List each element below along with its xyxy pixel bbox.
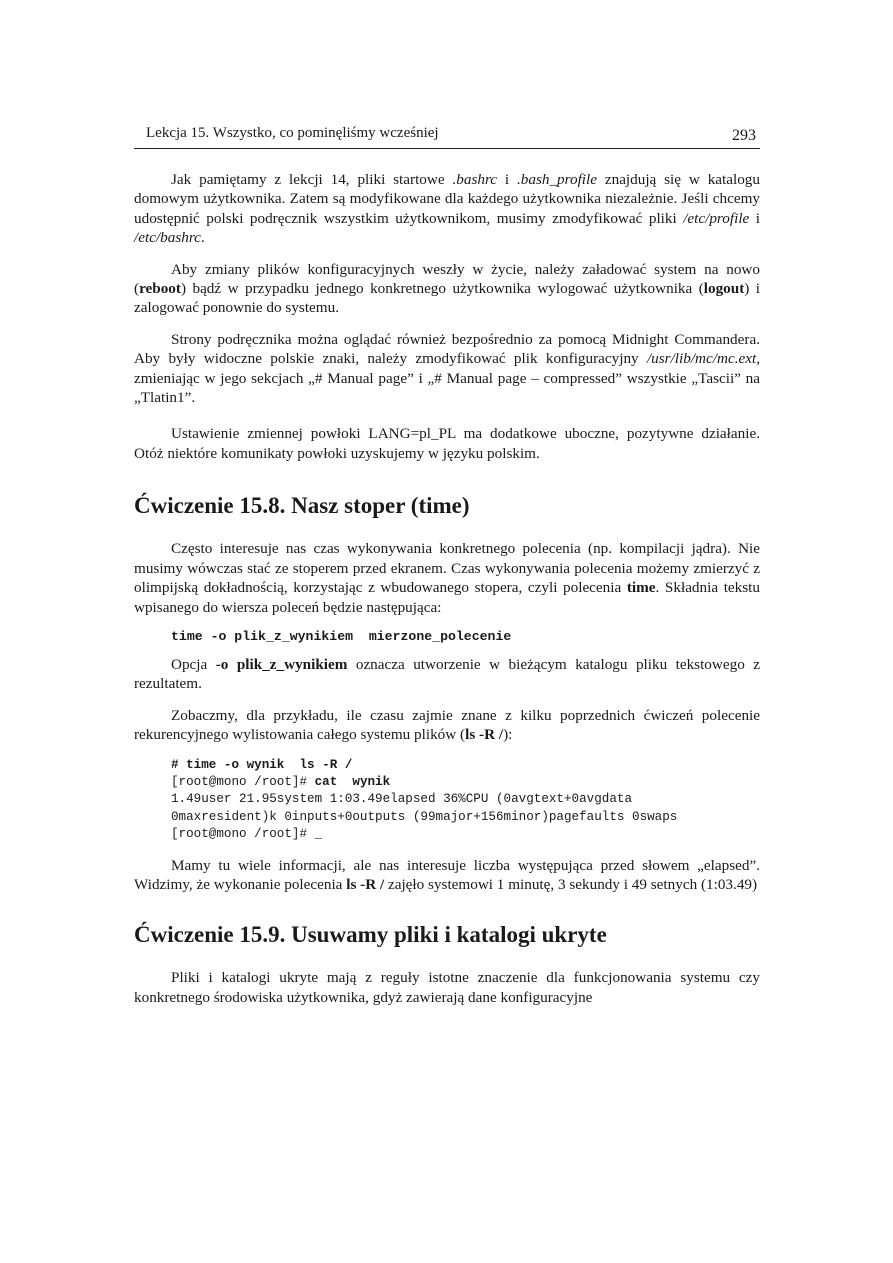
terminal-line-3: 1.49user 21.95system 1:03.49elapsed 36%CPU (0avgtext+0avgdata <box>171 792 633 807</box>
terminal-line-4: 0maxresident)k 0inputs+0outputs (99major+156minor)pagefaults 0swaps <box>171 809 678 824</box>
page-number: 293 <box>732 127 756 144</box>
terminal-line-2: [root@mono /root]# cat wynik <box>171 774 391 789</box>
header-title: Lekcja 15. Wszystko, co pominęliśmy wcześniej <box>146 125 439 141</box>
command-syntax: time -o plik_z_wynikiem mierzone_polecenie <box>171 628 512 644</box>
paragraph-example: Zobaczmy, dla przykładu, ile czasu zajmie znane z kilku poprzednich ćwiczeń polecenie rekurencyjnego wylistowania całego systemu plików (ls -R /): <box>134 706 760 744</box>
page-content <box>134 170 760 1019</box>
paragraph-option-o: Opcja -o plik_z_wynikiem oznacza utworzenie w bieżącym katalogu pliku tekstowego z rezultatem. <box>134 655 760 693</box>
heading-exercise-15-9: Ćwiczenie 15.9. Usuwamy pliki i katalogi ukryte <box>134 922 607 948</box>
paragraph-midnight-commander: Strony podręcznika można oglądać również bezpośrednio za pomocą Midnight Commandera. Aby były widoczne polskie znaki, należy zmodyfikować plik konfiguracyjny /usr/lib/mc/mc.ext, zmieniając w jego sekcjach „# Manual page” i „# Manual page – compressed” wszystkie „Tascii” na „Tlatin1”. <box>134 330 760 407</box>
terminal-line-1: # time -o wynik ls -R / <box>171 757 353 772</box>
terminal-line-5: [root@mono /root]# _ <box>171 827 323 842</box>
paragraph-hidden-files: Pliki i katalogi ukryte mają z reguły istotne znaczenie dla funkcjonowania systemu czy konkretnego środowiska użytkownika, gdyż zawierają dane konfiguracyjne <box>134 969 760 1006</box>
paragraph-lang: Ustawienie zmiennej powłoki LANG=pl_PL ma dodatkowe uboczne, pozytywne działanie. Otóż niektóre komunikaty powłoki uzyskujemy w języku polskim. <box>134 425 760 462</box>
paragraph-elapsed: Mamy tu wiele informacji, ale nas interesuje liczba występująca przed słowem „elapsed”. Widzimy, że wykonanie polecenia ls -R / zajęło systemowi 1 minutę, 3 sekundy i 49 setnych (1:03.49) <box>134 856 760 893</box>
paragraph-startup-files: Jak pamiętamy z lekcji 14, pliki startowe .bashrc i .bash_profile znajdują się w katalogu domowym użytkownika. Zatem są modyfikowane dla każdego użytkownika niezależnie. Jeśli chcemy udostępnić polski podręcznik wszystkim użytkownikom, musimy zmodyfikować pliki /etc/profile i /etc/bashrc. <box>134 171 760 247</box>
paragraph-time-intro: Często interesuje nas czas wykonywania konkretnego polecenia (np. kompilacji jądra). Nie musimy wówczas stać ze stoperem przed ekranem. Czas wykonywania polecenia możemy zmierzyć z olimpijską dokładnością, korzystając z wbudowanego stopera, czyli polecenia time. Składnia tekstu wpisanego do wiersza poleceń będzie następująca: <box>134 540 760 616</box>
heading-exercise-15-8: Ćwiczenie 15.8. Nasz stoper (time) <box>134 493 470 519</box>
terminal-listing <box>171 757 760 844</box>
running-header <box>134 122 760 149</box>
paragraph-reboot: Aby zmiany plików konfiguracyjnych weszły w życie, należy załadować system na nowo (reboot) bądź w przypadku jednego konkretnego użytkownika wylogować użytkownika (logout) i zalogować ponownie do systemu. <box>134 260 761 317</box>
